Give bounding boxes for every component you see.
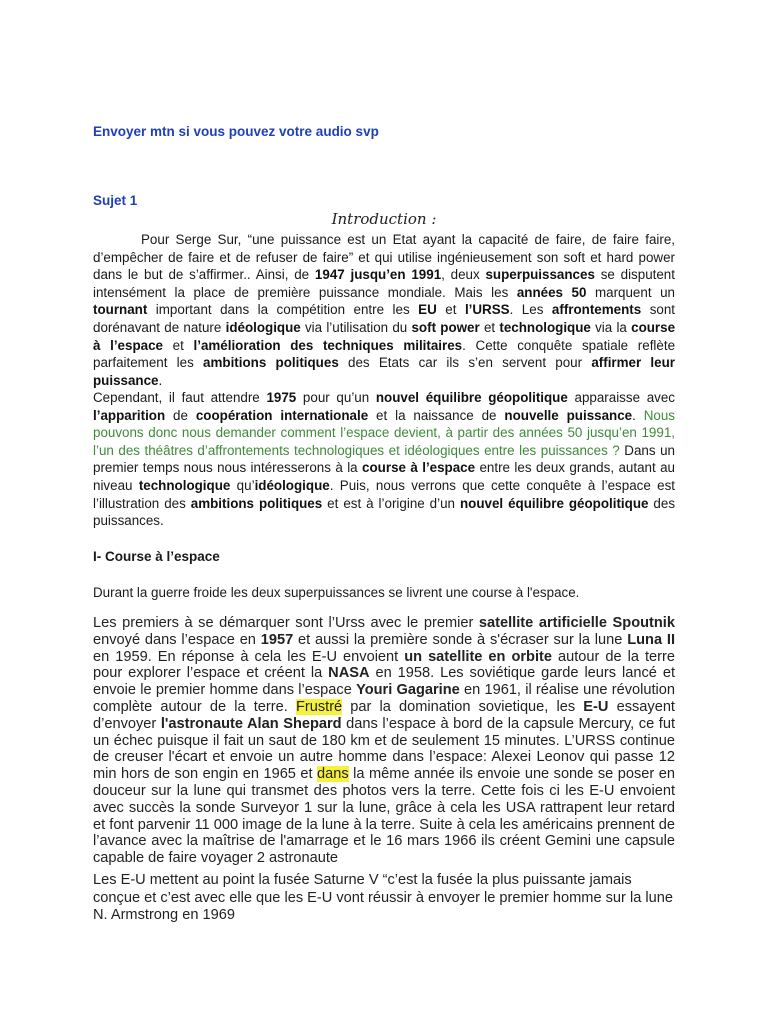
highlight-frustre: Frustré <box>295 698 343 715</box>
section-1-heading: I- Course à l’espace <box>93 549 220 564</box>
section-1-lead: Durant la guerre froide les deux superpuissances se livrent une course à l'espace. <box>93 585 580 600</box>
problematic-question: Nous pouvons donc nous demander comment l’espace devient, à partir des années 50 jusqu’en 1991, l’un des théâtres d’affrontements technologiques et idéologiques entre les puissances ? <box>93 407 675 458</box>
intro-paragraph: Pour Serge Sur, “une puissance est un Etat ayant la capacité de faire, de faire faire, d’empêcher de faire et de refuser de faire” et qui utilise ingénieusement son soft et hard power dans le but de s’affirmer.. Ainsi, de 1947 jusqu’en 1991, deux superpuissances se disputent intensément la place de première puissance mondiale. Mais les années 50 marquent un tournant important dans la compétition entre les EU et l’URSS. Les affrontements sont dorénavant de nature idéologique via l’utilisation du soft power et technologique via la course à l’espace et l’amélioration des techniques militaires. Cette conquête spatiale reflète parfaitement les ambitions politiques des Etats car ils s’en servent pour affirmer leur puissance. <box>93 232 676 388</box>
section-1-body: Les premiers à se démarquer sont l’Urss avec le premier satellite artificielle Spoutnik envoyé dans l’espace en 1957 et aussi la première sonde à s'écraser sur la lune Luna II en 1959. En réponse à cela les E-U envoient un satellite en orbite autour de la terre pour explorer l’espace et créent la NASA en 1958. Les soviétique garde leurs lancé et envoie le premier homme dans l’espace Youri Gagarine en 1961, il réalise une révolution complète autour de la terre. Frustré par la domination sovietique, les E-U essayent d’envoyer l'astronaute Alan Shepard dans l’espace à bord de la capsule Mercury, ce fut un échec puisque il fait un saut de 180 km et de seulement 15 minutes. L’URSS continue de creuser l'écart et envoie un autre homme dans l’espace: Alexei Leonov qui passe 12 min hors de son engin en 1965 et dans la même année ils envoie une sonde se poser en douceur sur la lune qui transmet des photos vers la terre. Cette fois ci les E-U envoient avec succès la sonde Surveyor 1 sur la lune, grâce à cela les USA rattrapent leur retard et font parvenir 11 000 image de la lune à la terre. Suite à cela les américains prennent de l’avance avec la maîtrise de l'amarrage et le 16 mars 1966 ils créent Gemini une capsule capable de faire voyager 2 astronaute <box>93 615 676 867</box>
subject-heading: Sujet 1 <box>93 193 138 208</box>
closing-paragraph: Les E-U mettent au point la fusée Saturne V “c’est la fusée la plus puissante jamais conçue et c’est avec elle que les E-U vont réussir à envoyer le premier homme sur la lune N. Armstrong en 1969 <box>93 872 673 923</box>
intro-paragraph-2: Cependant, il faut attendre 1975 pour qu’un nouvel équilibre géopolitique apparaisse avec l’apparition de coopération internationale et la naissance de nouvelle puissance. Nous pouvons donc nous demander comment l’espace devient, à partir des années 50 jusqu’en 1991, l’un des théâtres d’affrontements technologiques et idéologiques entre les puissances ? Dans un premier temps nous nous intéresserons à la course à l’espace entre les deux grands, autant au niveau technologique qu’idéologique. Puis, nous verrons que cette conquête à l’espace est l’illustration des ambitions politiques et est à l’origine d’un nouvel équilibre géopolitique des puissances. <box>93 390 676 529</box>
top-note: Envoyer mtn si vous pouvez votre audio svp <box>93 124 379 139</box>
introduction-title: Introduction : <box>331 210 437 228</box>
highlight-dans: dans <box>317 766 349 783</box>
